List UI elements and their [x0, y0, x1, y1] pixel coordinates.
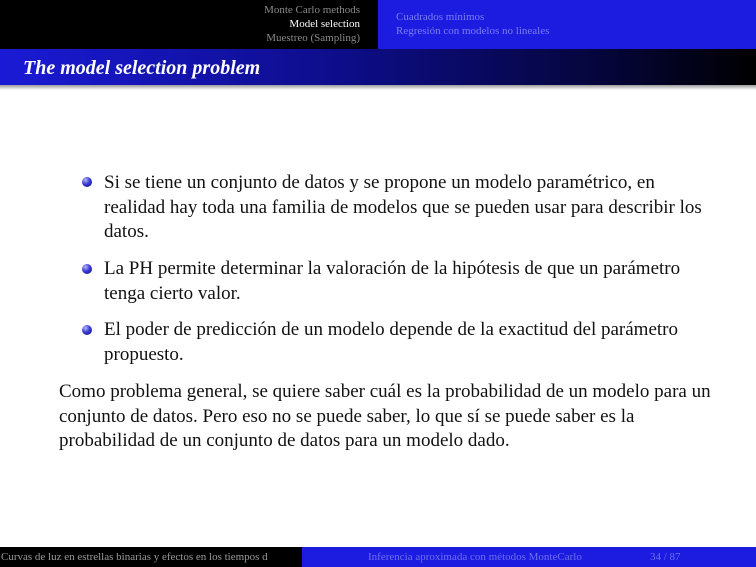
footer-title-panel	[0, 547, 302, 567]
frame-title: The model selection problem	[23, 57, 261, 79]
nav-subsection-cuadrados-minimos[interactable]: Cuadrados mínimos	[396, 11, 485, 23]
bullet-item: Si se tiene un conjunto de datos y se propone un modelo paramétrico, en realidad hay toda una familia de modelos que se pueden usar para describir los datos.	[104, 172, 702, 242]
footer-presentation-title: Curvas de luz en estrellas binarias y efectos en los tiempos d	[1, 551, 268, 563]
body-paragraph: Como problema general, se quiere saber cuál es la probabilidad de un modelo para un conjunto de datos. Pero eso no se puede saber, lo que sí se puede saber es la probabilidad de un conjunto de datos para un modelo dado.	[59, 381, 711, 451]
footer-topic-panel	[302, 547, 756, 567]
title-bar-shadow	[0, 85, 756, 90]
nav-section-muestreo[interactable]: Muestreo (Sampling)	[266, 32, 360, 44]
footer-page-number: 34 / 87	[650, 551, 681, 563]
nav-section-model-selection[interactable]: Model selection	[289, 18, 360, 30]
bullet-item: El poder de predicción de un modelo depende de la exactitud del parámetro propuesto.	[104, 319, 678, 365]
bullet-ball-icon	[82, 264, 92, 274]
bullet-ball-icon	[82, 325, 92, 335]
nav-sections-panel	[0, 0, 378, 49]
nav-subsections-panel	[378, 0, 756, 49]
nav-subsection-regresion[interactable]: Regresión con modelos no lineales	[396, 25, 550, 37]
bullet-item: La PH permite determinar la valoración de la hipótesis de que un parámetro tenga cierto valor.	[104, 258, 681, 304]
footer-topic: Inferencia aproximada con métodos MonteCarlo	[368, 551, 582, 563]
nav-section-monte-carlo[interactable]: Monte Carlo methods	[264, 4, 360, 16]
bullet-ball-icon	[82, 177, 92, 187]
